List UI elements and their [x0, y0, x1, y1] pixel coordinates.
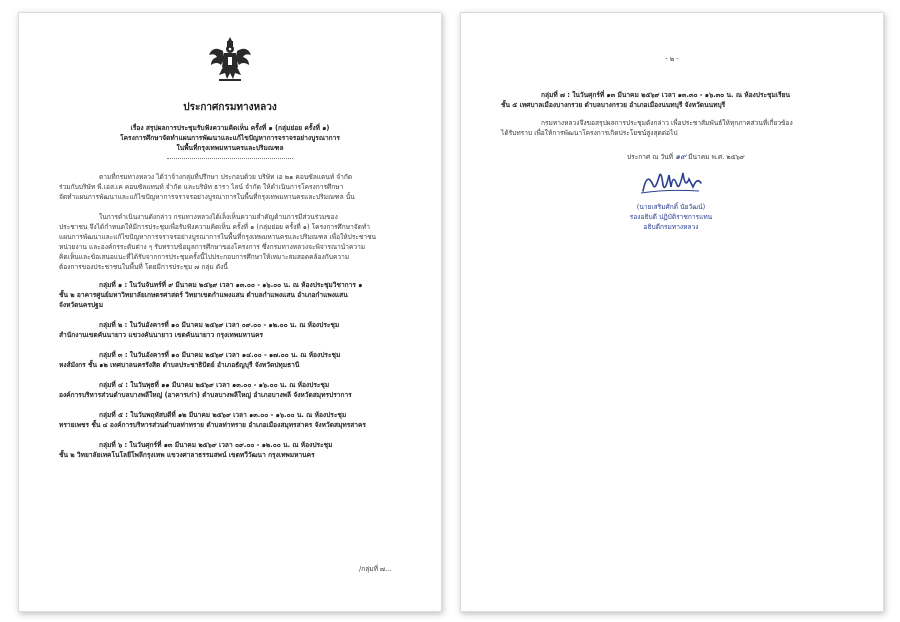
announced-month: มีนาคม พ.ศ. ๒๕๖๙: [688, 153, 745, 161]
announced-date: [627, 153, 745, 161]
group-3-line-1: กลุ่มที่ ๓ : ในวันอังคารที่ ๑๐ มีนาคม ๒๕๖๙ เวลา ๑๔.๐๐ - ๑๗.๐๐ น. ณ ห้องประชุม: [99, 351, 341, 359]
group-1-line-1: กลุ่มที่ ๑ : ในวันจันทร์ที่ ๙ มีนาคม ๒๕๖๙ เวลา ๑๓.๐๐ - ๑๖.๐๐ น. ณ ห้องประชุมวิชาการ ๑: [99, 281, 363, 289]
announced-day: ๑๙: [675, 152, 687, 161]
group-1-line-3: จังหวัดนครปฐม: [59, 301, 104, 309]
para2-line-5: คิดเห็นและข้อเสนอแนะที่ได้รับจากการประชุมครั้งนี้ไปประกอบการศึกษาให้เหมาะสมสอดคล้องกับความ: [59, 253, 350, 261]
document-title: ประกาศกรมทางหลวง: [183, 102, 277, 113]
para2-line-1: ในการดำเนินงานดังกล่าว กรมทางหลวงได้เล็งเห็นความสำคัญด้านการมีส่วนร่วมของ: [99, 213, 338, 221]
group-4-line-2: องค์การบริหารส่วนตำบลบางพลีใหญ่ (อาคารเก่า) ตำบลบางพลีใหญ่ อำเภอบางพลี จังหวัดสมุทรปราการ: [59, 391, 352, 399]
announcement-page-2: [460, 12, 884, 612]
signer-position-2: อธิบดีกรมทางหลวง: [643, 223, 699, 231]
para2-line-2: ประชาชน จึงได้กำหนดให้มีการประชุมเพื่อรับฟังความคิดเห็น ครั้งที่ ๑ (กลุ่มย่อย ครั้งที่ ๑) โครงการศึกษาจัดทำ: [59, 223, 370, 231]
closing-line-1: กรมทางหลวงจึงขอสรุปผลการประชุมดังกล่าว เพื่อประชาสัมพันธ์ให้ทุกภาคส่วนที่เกี่ยวข้อง: [541, 119, 793, 127]
group-3-line-2: หงส์มังกร ชั้น ๑๒ เทศบาลนครรังสิต ตำบลประชาธิปัตย์ อำเภอธัญบุรี จังหวัดปทุมธานี: [59, 361, 300, 369]
para2-line-6: ต้องการของประชาชนในพื้นที่ โดยมีการประชุม ๗ กลุ่ม ดังนี้: [59, 263, 228, 271]
closing-line-2: ได้รับทราบ เพื่อให้การพัฒนาโครงการเกิดประโยชน์สูงสุดต่อไป: [501, 129, 678, 137]
continued-marker: /กลุ่มที่ ๗...: [359, 565, 392, 573]
signature-image: [637, 165, 707, 199]
group-1-line-2: ชั้น ๒ อาคารศูนย์มหาวิทยาลัยเกษตรศาสตร์ วิทยาเขตกำแพงแสน ตำบลกำแพงแสน อำเภอกำแพงแสน: [59, 291, 348, 299]
subject-line-2: โครงการศึกษาจัดทำแผนการพัฒนาและแก้ไขปัญหาการจราจรอย่างบูรณาการ: [120, 134, 340, 142]
signer-position-1: รองอธิบดี ปฏิบัติราชการแทน: [629, 213, 713, 221]
announced-prefix: ประกาศ ณ วันที่: [627, 153, 674, 161]
para2-line-4: หน่วยงาน และองค์กรระดับต่าง ๆ รับทราบข้อมูลการศึกษาของโครงการ ซึ่งกรมทางหลวงจะพิจารณานำความ: [59, 243, 366, 251]
group-5-line-1: กลุ่มที่ ๕ : ในวันพฤหัสบดีที่ ๑๒ มีนาคม ๒๕๖๙ เวลา ๑๓.๐๐ - ๑๖.๐๐ น. ณ ห้องประชุม: [99, 411, 347, 419]
subject-line-1: เรื่อง สรุปผลการประชุมรับฟังความคิดเห็น ครั้งที่ ๑ (กลุ่มย่อย ครั้งที่ ๑): [130, 124, 330, 132]
para1-line-1: ตามที่กรมทางหลวง ได้ว่าจ้างกลุ่มที่ปรึกษา ประกอบด้วย บริษัท เอ ๒๑ คอนซัลแตนท์ จำกัด: [99, 173, 353, 181]
group-5-line-2: ทรายเพชร ชั้น ๔ องค์การบริหารส่วนตำบลท่าทราย ตำบลท่าทราย อำเภอเมืองสมุทรสาคร จังหวัดสมุทรสาคร: [59, 421, 366, 429]
group-2-line-1: กลุ่มที่ ๒ : ในวันอังคารที่ ๑๐ มีนาคม ๒๕๖๙ เวลา ๐๙.๐๐ - ๑๒.๐๐ น. ณ ห้องประชุม: [99, 321, 340, 329]
group-2-line-2: สำนักงานเขตคันนายาว แขวงคันนายาว เขตคันนายาว กรุงเทพมหานคร: [59, 331, 264, 339]
group-4-line-1: กลุ่มที่ ๔ : ในวันพุธที่ ๑๑ มีนาคม ๒๕๖๙ เวลา ๑๓.๐๐ - ๑๖.๐๐ น. ณ ห้องประชุม: [99, 381, 330, 389]
page-number: - ๒ -: [665, 55, 679, 63]
garuda-emblem-icon: [207, 35, 253, 83]
subject-line-3: ในพื้นที่กรุงเทพมหานครและปริมณฑล: [176, 144, 284, 152]
para1-line-3: จัดทำแผนการพัฒนาและแก้ไขปัญหาการจราจรอย่างบูรณาการในพื้นที่กรุงเทพมหานครและปริมณฑล นั้น: [59, 193, 355, 201]
group-6-line-2: ชั้น ๒ วิทยาลัยเทคโนโลยีโพลีกรุงเทพ แขวงศาลาธรรมสพน์ เขตทวีวัฒนา กรุงเทพมหานคร: [59, 451, 315, 459]
announcement-page-1: [18, 12, 442, 612]
group-6-line-1: กลุ่มที่ ๖ : ในวันศุกร์ที่ ๑๓ มีนาคม ๒๕๖๙ เวลา ๐๙.๐๐ - ๑๒.๐๐ น. ณ ห้องประชุม: [99, 441, 333, 449]
para1-line-2: ร่วมกับบริษัท พี.เอส.เค คอนซัลแทนท์ จำกัด และบริษัท ธารา ไลน์ จำกัด ให้ดำเนินการโครงการศึกษา: [59, 183, 344, 191]
title-divider: [167, 158, 293, 159]
group-7-line-1: กลุ่มที่ ๗ : ในวันศุกร์ที่ ๑๓ มีนาคม ๒๕๖๙ เวลา ๑๓.๓๐ - ๑๖.๓๐ น. ณ ห้องประชุมเรียน: [541, 91, 791, 99]
para2-line-3: แผนการพัฒนาและแก้ไขปัญหาการจราจรอย่างบูรณาการในพื้นที่กรุงเทพมหานครและปริมณฑล เพื่อให้ประชาชน: [59, 233, 377, 241]
group-7-line-2: ชั้น ๕ เทศบาลเมืองบางกรวย ตำบลบางกรวย อำเภอเมืองนนทบุรี จังหวัดนนทบุรี: [501, 101, 726, 109]
signer-name: (นายเสริมศักดิ์ นัยวัฒน์): [636, 203, 706, 211]
